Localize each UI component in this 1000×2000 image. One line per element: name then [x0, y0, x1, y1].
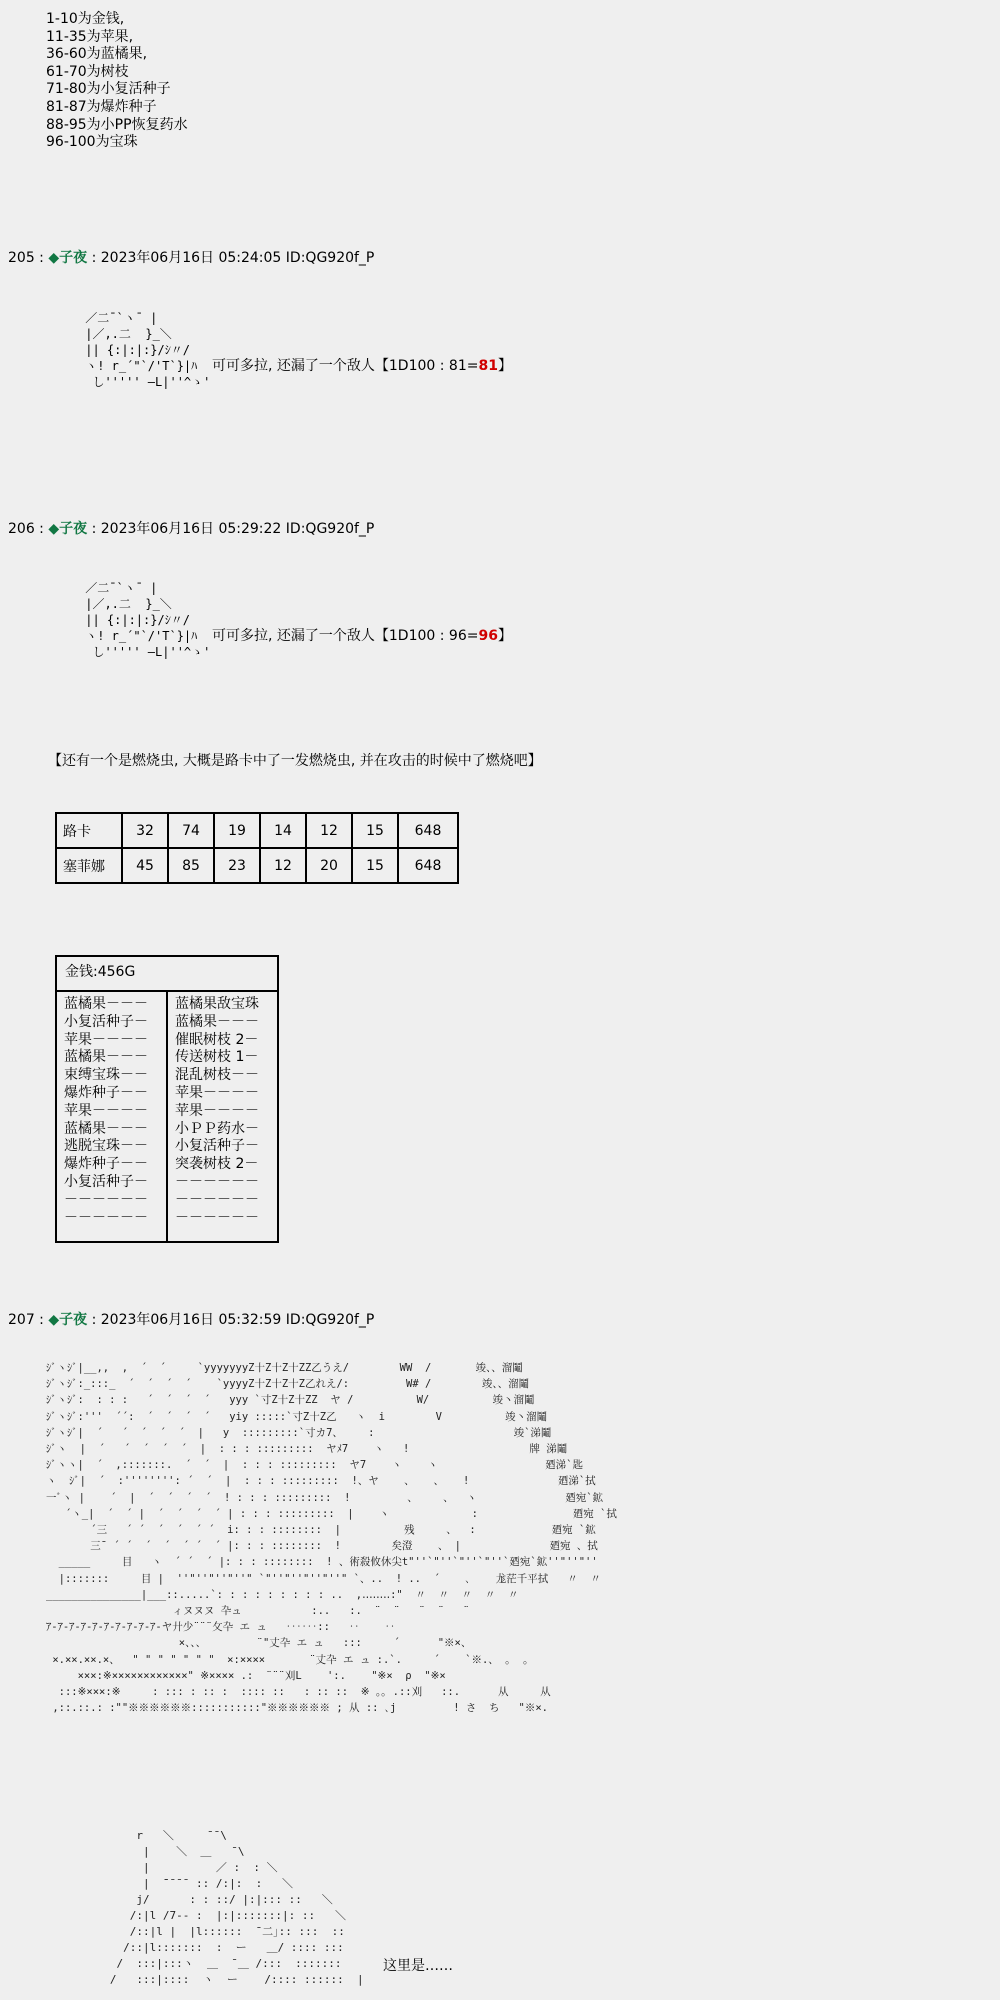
- roll-result: 96: [478, 628, 498, 644]
- inventory-item: －－－－－－: [64, 1209, 148, 1226]
- post-text-205: [212, 355, 512, 375]
- ascii-character: r ＼ ¯¯\ | ＼ ＿ ¯\ | ／ : : ＼ | ̄¯¯¯¯ :: /:|: : ＼ j/ : : ::/ |:|::: :: ＼ /:|l /7‐‐ : |:|:::::::|: :: ＼ /::|l | |l:::::: ¯二｣:: ::: :: /::|l::::::: : ー ＿/ :::: ::: / :::|:::ヽ ＿ ̄ ＿ /::: ::::::: / :::|:::: ヽ ー /:::: :::::: |: [109, 1829, 364, 1986]
- inventory-item: 小复活种子－: [64, 1173, 148, 1190]
- gold-amount: 金钱:456G: [57, 957, 277, 992]
- inventory-item: 混乱树枝－－: [175, 1067, 259, 1084]
- rule-line: 11-35为苹果,: [46, 28, 134, 45]
- table-row: [56, 848, 458, 883]
- table-row: [56, 813, 458, 848]
- stat-value: 14: [260, 813, 306, 848]
- post-separator: :: [34, 521, 49, 537]
- stat-value: 45: [122, 848, 168, 883]
- stat-name: 塞菲娜: [56, 848, 122, 883]
- inventory-item: －－－－－－: [64, 1191, 148, 1208]
- inventory-item: 小复活种子－: [175, 1138, 259, 1155]
- stat-value: 20: [306, 848, 352, 883]
- post-text-206: [212, 625, 512, 645]
- roll-result: 81: [478, 358, 498, 374]
- stat-value: 15: [352, 848, 398, 883]
- post-number[interactable]: 205: [8, 250, 35, 266]
- inventory-item: 蓝橘果－－－: [64, 1049, 148, 1066]
- inventory-item: －－－－－－: [175, 1191, 259, 1208]
- inventory-item: 蓝橘果－－－: [64, 996, 148, 1012]
- roll-line: 可可多拉, 还漏了一个敌人【1D100 : 96=: [212, 628, 479, 644]
- roll-line-end: 】: [497, 358, 512, 374]
- inventory-right-column: [175, 996, 259, 1227]
- stat-value: 648: [398, 848, 458, 883]
- rule-line: 88-95为小PP恢复药水: [46, 116, 188, 133]
- inventory-item: 束缚宝珠－－: [64, 1067, 148, 1084]
- inventory-item: －－－－－－: [175, 1209, 259, 1226]
- post-meta: : 2023年06月16日 05:32:59 ID:QG920f_P: [87, 1312, 375, 1328]
- poster-name: ◆子夜: [48, 1312, 88, 1328]
- post-meta: : 2023年06月16日 05:24:05 ID:QG920f_P: [87, 250, 375, 266]
- post-header-207: [8, 1309, 374, 1329]
- post-number[interactable]: 206: [8, 521, 35, 537]
- rule-line: 81-87为爆炸种子: [46, 98, 157, 115]
- stat-value: 12: [260, 848, 306, 883]
- post-separator: :: [34, 1312, 49, 1328]
- inventory-item: 催眠树枝 2－: [175, 1031, 259, 1048]
- inventory-item: 苹果－－－－: [175, 1084, 259, 1101]
- inventory-item: 苹果－－－－: [64, 1031, 148, 1048]
- rule-line: 1-10为金钱,: [46, 11, 125, 27]
- inventory-columns: [57, 992, 277, 1242]
- inventory-item: 传送树枝 1－: [175, 1049, 259, 1066]
- inventory-item: 苹果－－－－: [64, 1102, 148, 1119]
- stat-name: 路卡: [56, 813, 122, 848]
- stat-value: 648: [398, 813, 458, 848]
- inventory-item: 突袭树枝 2－: [175, 1156, 259, 1173]
- stat-value: 19: [214, 813, 260, 848]
- roll-rules-list: [46, 11, 188, 152]
- inventory-item: 小ＰＰ药水－: [175, 1120, 259, 1137]
- stat-value: 74: [168, 813, 214, 848]
- narration-note: 【还有一个是燃烧虫, 大概是路卡中了一发燃烧虫, 并在攻击的时候中了燃烧吧】: [48, 753, 542, 769]
- column-divider: [166, 992, 168, 1242]
- inventory-item: 蓝橘果－－－: [175, 1013, 259, 1030]
- post-meta: : 2023年06月16日 05:29:22 ID:QG920f_P: [87, 521, 375, 537]
- post-header-206: [8, 518, 374, 538]
- post-separator: :: [34, 250, 49, 266]
- ascii-face-206: ／二¯`ヽ¯ | |／,.二 }_＼ || {:|:|:}/ｼ〃/ ヽ! r_´"`/'T`}|ﾊ し''''' ―L|''^ゝ': [85, 581, 211, 659]
- ascii-face-205: ／二¯`ヽ¯ | |／,.二 }_＼ || {:|:|:}/ｼ〃/ ヽ! r_´"`/'T`}|ﾊ し''''' ―L|''^ゝ': [85, 311, 211, 389]
- rule-line: 36-60为蓝橘果,: [46, 46, 148, 63]
- rule-line: 96-100为宝珠: [46, 134, 138, 151]
- stat-value: 15: [352, 813, 398, 848]
- inventory-item: 苹果－－－－: [175, 1102, 259, 1119]
- rule-line: 71-80为小复活种子: [46, 81, 171, 98]
- rule-line: 61-70为树枝: [46, 63, 129, 80]
- poster-name: ◆子夜: [48, 250, 88, 266]
- party-stats-table: [55, 812, 459, 884]
- stat-value: 85: [168, 848, 214, 883]
- ascii-scene: ｼﾞヽｼﾞ|__,, , ´ ´ `yyyyyyyZ十Z十Z十ZZ乙うえ/ WW / 竣、、溜鬮 ｼﾞヽｼﾞ:_:::_ ´ ´ ´ ´ `yyyyZ十Z十Z十Z乙れえ/: W# / 竣、、溜鬮 ｼﾞヽｼﾞ: : : : ´ ´ ´ ´ yyy `寸Z十Z十ZZ ヤ / W/ 竣丶溜鬮 ｼﾞヽｼﾞ:''' ´´: ´ ´ ´ ´ yiy :::::`寸Z十Z乙 ヽ i V 竣丶溜鬮 ｼﾞヽｼﾞ| ´ ´ ´ ´ ´ | y :::::::::`寸カ7、 : 竣`涕鬮 ｼﾞヽ | ´ ´ ´ ´ ´ | : : : ::::::::: ヤﾒ7 ヽ ! 牌 涕鬮 ｼﾞヽヽ| ´ ,:::::::. ´ ´ | : : : ::::::::: ヤ7 ヽ ヽ 廼涕`匙 ヽ ｼﾞ| ´ :'''''''': ´ ´ | : : : ::::::::: !、ヤ 、 、 ! 廼涕`拭 一ﾞヽ | ´ | ´ ´ ´ ´ ! : : : ::::::::: ! 、 、 ヽ 廼宛`鉱 ´ヽ_| ´ ´ | ´ ´ ´ ´ | : : : ::::::::: | ヽ : 廼宛 `拭 ´三 ´ ´ ´ ´ ´ ´ i: : : :::::::: | 残 、 : 廼宛 `鉱 三¯ ´ ´ ´ ´ ´ ´ ´ |: : : :::::::: ! 矣澄 、 | 廼宛 、拭 _____ 目 ヽ ´ ´ ´ |: : : :::::::: ! 、術殺攸休尖t"''`"''`"''`"''`廼宛`鉱''"''"'' |::::::: 目 | ''"''"''"''" `"''"''"''"''" `、.. ! .. ´ ､ 尨茫千平拭 〃 〃 _______________|___::.....`: : : : : : : : : .. ,‥‥‥‥:" 〃 〃 〃 〃 〃 ィヌヌヌ 卆ュ :.. :. ¨ ¨ ¨ ¨ ¨ ｱ‐ｱ‐ｱ‐ｱ‐ｱ‐ｱ‐ｱ‐ｱ‐ｱ‐ｱ‐ヤ廾少¨¨¨攵卆 エ ュ ‥‥‥:: ‥ ‥ ×、、、 ¨"丈卆 エ ュ ::: ´ "※×、 ×.××.××.×、 " " " " " " " ×:×××× ¨丈卆 エ ュ :.`. ´ `※.、 ｡ ｡ ×××:※××××××××××××" ※×××× .: ¨¨¨刈L ':. "※× ρ "※× :::※×××:※ : ::: : :: : :::: :: : :: :: ※ ｡｡ .::刈 ::. 从 从 ,::.::.: :""※※※※※※:::::::::::"※※※※※※ ; 从 :: ､j ! さ ち "※×.: [46, 1362, 617, 1715]
- stat-value: 12: [306, 813, 352, 848]
- inventory-box: [55, 955, 279, 1243]
- roll-line-end: 】: [497, 628, 512, 644]
- inventory-item: 爆炸种子－－: [64, 1156, 148, 1173]
- poster-name: ◆子夜: [48, 521, 88, 537]
- inventory-item: 小复活种子－: [64, 1013, 148, 1030]
- post-header-205: [8, 247, 374, 267]
- stat-value: 32: [122, 813, 168, 848]
- inventory-item: 爆炸种子－－: [64, 1084, 148, 1101]
- inventory-item: －－－－－－: [175, 1173, 259, 1190]
- inventory-left-column: [64, 996, 148, 1227]
- inventory-item: 蓝橘果敌宝珠: [175, 996, 259, 1012]
- inventory-item: 逃脱宝珠－－: [64, 1138, 148, 1155]
- post-number[interactable]: 207: [8, 1312, 35, 1328]
- stat-value: 23: [214, 848, 260, 883]
- roll-line: 可可多拉, 还漏了一个敌人【1D100 : 81=: [212, 358, 479, 374]
- inventory-item: 蓝橘果－－－: [64, 1120, 148, 1137]
- post-caption-207: 这里是……: [383, 1958, 453, 1974]
